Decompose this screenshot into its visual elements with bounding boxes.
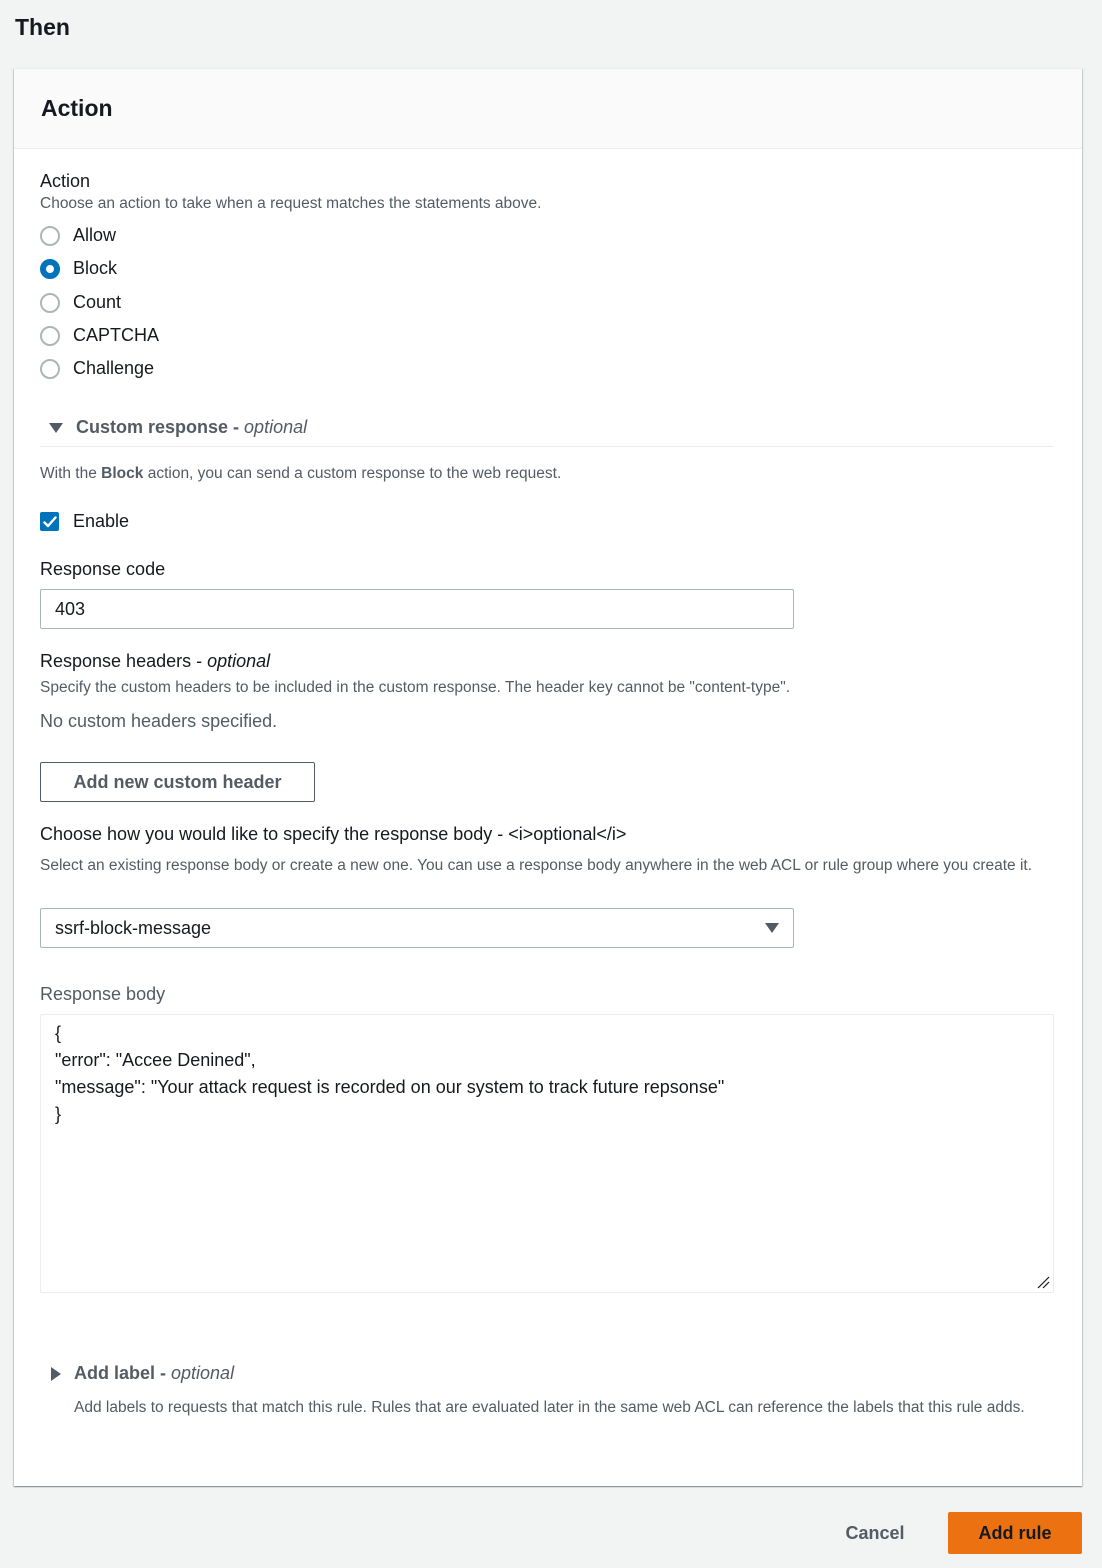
radio-option-challenge[interactable] xyxy=(40,358,154,379)
radio-label-count[interactable]: Count xyxy=(73,292,122,312)
add-label-title[interactable]: Add label xyxy=(74,1363,156,1383)
add-label-separator[interactable]: - xyxy=(155,1363,172,1383)
enable-checkbox-row[interactable] xyxy=(40,511,129,532)
custom-response-intro xyxy=(40,465,561,483)
action-panel-header xyxy=(14,69,1082,149)
cancel-button[interactable]: Cancel xyxy=(845,1522,905,1543)
add-label-description: Add labels to requests that match this rule. Rules that are evaluated later in the same web ACL can reference the labels that this rule adds. xyxy=(74,1399,1025,1416)
custom-response-divider xyxy=(40,446,1054,447)
add-rule-button[interactable]: Add rule xyxy=(948,1512,1082,1554)
radio-label-challenge[interactable]: Challenge xyxy=(73,358,155,378)
response-headers-description: Specify the custom headers to be included in the custom response. The header key cannot be "content-type". xyxy=(40,679,791,696)
radio-allow[interactable] xyxy=(40,226,60,246)
radio-label-allow[interactable]: Allow xyxy=(73,225,117,245)
page-heading: Then xyxy=(15,14,70,40)
resize-handle-icon[interactable] xyxy=(1036,1275,1050,1289)
custom-response-title[interactable]: Custom response xyxy=(76,417,229,437)
response-body-textarea[interactable] xyxy=(40,1014,1054,1293)
radio-option-block[interactable] xyxy=(40,258,117,279)
radio-option-count[interactable] xyxy=(40,292,121,313)
response-code-label: Response code xyxy=(40,559,166,579)
action-field-label: Action xyxy=(40,171,91,191)
custom-response-optional[interactable]: optional xyxy=(244,417,308,437)
response-body-select[interactable] xyxy=(40,908,794,948)
radio-count[interactable] xyxy=(40,293,60,313)
custom-response-expander[interactable] xyxy=(49,417,307,438)
caret-down-icon[interactable] xyxy=(49,423,63,433)
custom-response-intro-prefix: With the xyxy=(40,465,102,482)
response-body-label: Response body xyxy=(40,984,166,1004)
action-panel xyxy=(14,68,1082,1486)
body-choice-description: Select an existing response body or create a new one. You can use a response body anywhere in the web ACL or rule group where you create it. xyxy=(40,857,1033,874)
enable-label[interactable]: Enable xyxy=(73,511,130,531)
response-code-input[interactable] xyxy=(40,589,794,629)
enable-checkbox[interactable] xyxy=(40,512,59,531)
response-headers-optional: optional xyxy=(207,651,271,671)
response-body-select-value[interactable]: ssrf-block-message xyxy=(55,917,212,938)
custom-response-intro-suffix: action, you can send a custom response to the web request. xyxy=(143,465,562,482)
add-label-optional[interactable]: optional xyxy=(171,1363,235,1383)
response-headers-label-text: Response headers xyxy=(40,651,192,671)
body-choice-label: Choose how you would like to specify the response body - <i>optional</i> xyxy=(40,824,627,844)
radio-block[interactable] xyxy=(40,259,60,279)
action-field-description: Choose an action to take when a request matches the statements above. xyxy=(40,195,542,212)
radio-label-block[interactable]: Block xyxy=(73,258,118,278)
custom-response-intro-bold: Block xyxy=(101,465,144,482)
add-label-expander[interactable] xyxy=(51,1363,234,1384)
radio-label-captcha[interactable]: CAPTCHA xyxy=(73,325,160,345)
radio-challenge[interactable] xyxy=(40,359,60,379)
dropdown-caret-icon[interactable] xyxy=(765,923,779,933)
add-custom-header-button[interactable]: Add new custom header xyxy=(40,762,315,802)
radio-option-allow[interactable] xyxy=(40,225,116,246)
custom-response-separator[interactable]: - xyxy=(228,417,245,437)
action-panel-title: Action xyxy=(41,95,113,121)
response-code-value[interactable]: 403 xyxy=(55,598,86,619)
radio-captcha[interactable] xyxy=(40,326,60,346)
response-headers-label: Response headers - optional xyxy=(40,651,271,671)
checkmark-icon xyxy=(43,516,57,528)
caret-right-icon[interactable] xyxy=(51,1367,61,1381)
no-headers-text: No custom headers specified. xyxy=(40,711,278,731)
response-body-text[interactable]: { "error": "Accee Denined", "message": "Your attack request is recorded on our system to track future repsonse" } xyxy=(55,1023,725,1124)
radio-option-captcha[interactable] xyxy=(40,325,159,346)
